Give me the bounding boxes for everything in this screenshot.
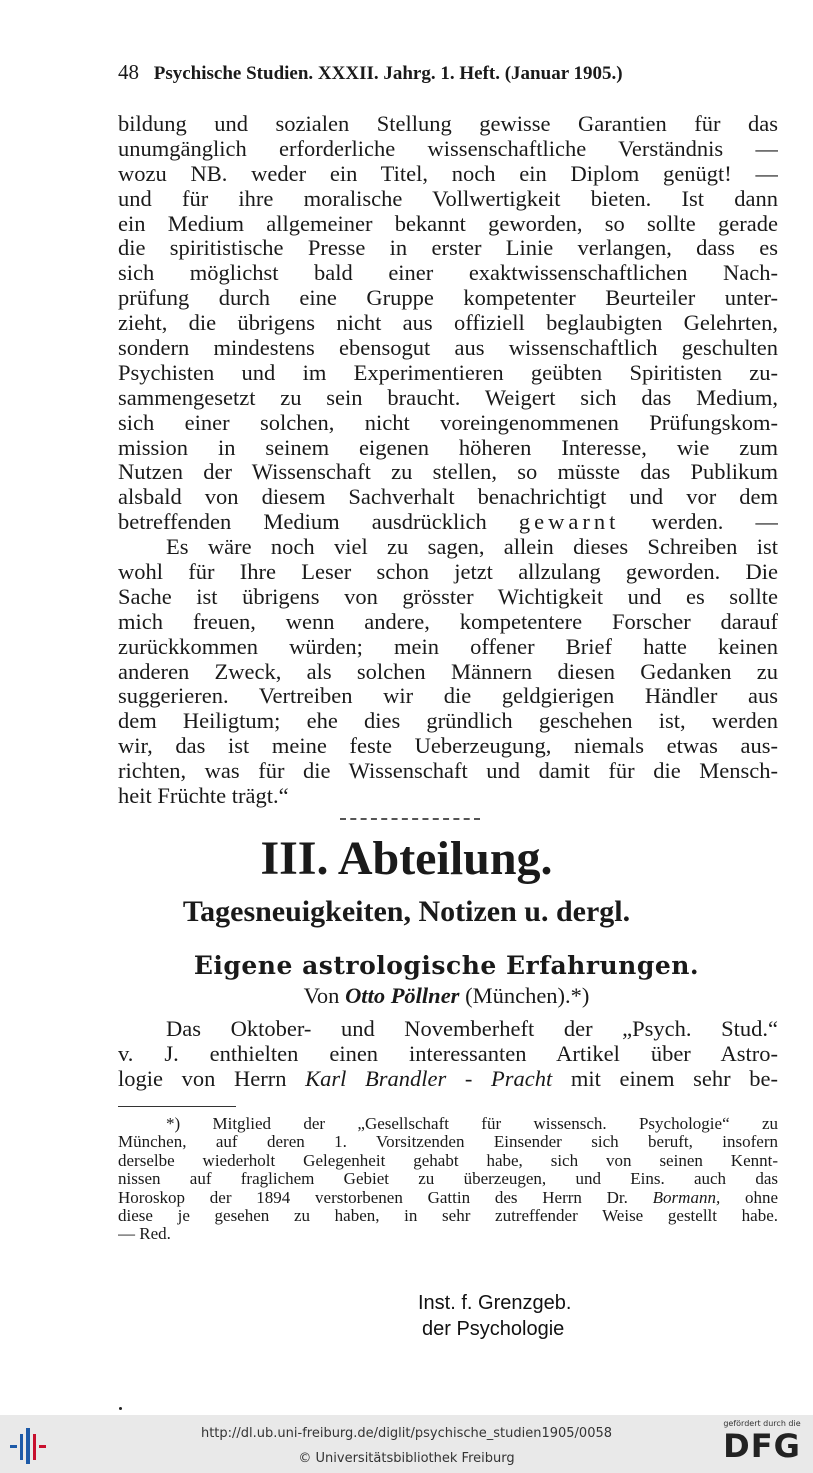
text-line: dem Heiligtum; ehe dies gründlich geschehen ist, werden: [118, 709, 778, 734]
footnote-line: — Red.: [118, 1225, 171, 1244]
text-line: und für ihre moralische Vollwertigkeit bieten. Ist dann: [118, 186, 778, 211]
text-line: heit Früchte trägt.“: [118, 784, 289, 809]
text-line: wir, das ist meine feste Ueberzeugung, niemals etwas aus-: [118, 734, 778, 759]
warned-before: betreffenden Medium ausdrücklich: [118, 510, 487, 535]
byline-suffix: (München).*): [465, 983, 590, 1008]
article-byline: [0, 982, 813, 1010]
warned-spaced-word: gewarnt: [518, 510, 620, 535]
text-line: sondern mindestens ebensogut aus wissenschaftlich geschulten: [118, 336, 778, 361]
text-line: Das Oktober- und Novemberheft der „Psych. Stud.“: [166, 1017, 778, 1041]
dfg-caption: gefördert durch die: [723, 1419, 801, 1428]
text-line: wohl für Ihre Leser schon jetzt allzulang geworden. Die: [118, 560, 778, 585]
section-title: III. Abteilung.: [260, 832, 553, 885]
stamp-line: Inst. f. Grenzgeb.: [418, 1292, 572, 1314]
footnote-line: nissen auf fraglichem Gebiet zu überzeugen, und Eins. auch das: [118, 1170, 778, 1189]
footnote-line: München, auf deren 1. Vorsitzenden Einsender sich beruft, insofern: [118, 1133, 778, 1152]
text-line: richten, was für die Wissenschaft und damit für die Mensch-: [118, 759, 778, 784]
text-line: anderen Zweck, als solchen Männern diesen Gedanken zu: [118, 659, 778, 684]
copyright-text: © Universitätsbibliothek Freiburg: [298, 1451, 515, 1466]
letter-text: [118, 112, 778, 809]
section-separator: [340, 818, 480, 820]
text-line: Sache ist übrigens von grösster Wichtigkeit und es sollte: [118, 584, 778, 609]
dfg-logo: [716, 1419, 808, 1471]
line3-after: mit einem sehr be-: [570, 1066, 778, 1091]
text-line: sich einer solchen, nicht voreingenommenen Prüfungskom-: [118, 410, 778, 435]
text-line: Es wäre noch viel zu sagen, allein dieses Schreiben ist: [166, 535, 778, 560]
page-url-link[interactable]: http://dl.ub.uni-freiburg.de/diglit/psychische_studien1905/0058: [200, 1426, 613, 1441]
footnote-line: derselbe wiederholt Gelegenheit gehabt habe, sich von seinen Kennt-: [118, 1151, 778, 1170]
library-stamp: [418, 1290, 571, 1342]
page-number: 48: [118, 60, 139, 84]
text-line: Nutzen der Wissenschaft zu stellen, so müsste das Publikum: [118, 460, 778, 485]
text-line: mich freuen, wenn andere, kompetentere Forscher darauf: [118, 609, 778, 634]
text-line: Psychisten und im Experimentieren geübten Spiritisten zu-: [118, 360, 778, 385]
text-line: die spiritistische Presse in erster Linie verlangen, dass es: [118, 236, 778, 261]
article-text: [118, 1017, 778, 1092]
text-line: alsbald von diesem Sachverhalt benachrichtigt und vor dem: [118, 485, 778, 510]
footnote-line: [118, 1189, 778, 1207]
running-header: [118, 60, 758, 85]
fn5-before: Horoskop der 1894 verstorbenen Gattin des Herrn Dr.: [118, 1188, 628, 1207]
viewer-footer: [0, 1415, 813, 1473]
fn5-after: ohne: [744, 1188, 778, 1207]
speck-mark: [119, 1407, 122, 1410]
text-line: [118, 1067, 778, 1092]
footnote-line: *) Mitglied der „Gesellschaft für wissensch. Psychologie“ zu: [166, 1115, 778, 1133]
line3-name: Karl Brandler - Pracht: [305, 1066, 553, 1091]
byline-author: Otto Pöllner: [345, 983, 460, 1008]
stamp-line: der Psychologie: [422, 1318, 565, 1340]
fn5-name: Bormann,: [652, 1188, 721, 1207]
text-line: unumgänglich erforderliche wissenschaftliche Verständnis —: [118, 136, 778, 161]
text-line: bildung und sozialen Stellung gewisse Garantien für das: [118, 112, 778, 136]
text-line: suggerieren. Vertreiben wir die geldgierigen Händler aus: [118, 684, 778, 709]
footnote: [118, 1115, 778, 1244]
line3-before: logie von Herrn: [118, 1066, 287, 1091]
text-line: wozu NB. weder ein Titel, noch ein Diplom genügt! —: [118, 161, 778, 186]
text-line: sich möglichst bald einer exaktwissenschaftlichen Nach-: [118, 261, 778, 286]
text-line: sammengesetzt zu sein braucht. Weigert sich das Medium,: [118, 385, 778, 410]
text-line: prüfung durch eine Gruppe kompetenter Beurteiler unter-: [118, 286, 778, 311]
byline-prefix: Von: [303, 983, 340, 1008]
warned-after: werden. —: [651, 510, 778, 535]
dfg-logo-text: DFG: [723, 1427, 801, 1465]
text-line: zieht, die übrigens nicht aus offiziell beglaubigten Gelehrten,: [118, 311, 778, 336]
text-line: mission in seinem eigenen höheren Interesse, wie zum: [118, 435, 778, 460]
text-line: ein Medium allgemeiner bekannt geworden, so sollte gerade: [118, 211, 778, 236]
footnote-line: diese je gesehen zu haben, in sehr zutreffender Weise gestellt habe.: [118, 1206, 778, 1225]
text-line-warned: [118, 510, 778, 535]
text-line: v. J. enthielten einen interessanten Artikel über Astro-: [118, 1041, 778, 1066]
text-line: zurückkommen würden; mein offener Brief hatte keinen: [118, 634, 778, 659]
section-subtitle: Tagesneuigkeiten, Notizen u. dergl.: [182, 895, 631, 928]
running-title: Psychische Studien. XXXII. Jahrg. 1. Heft. (Januar 1905.): [153, 63, 623, 84]
footnote-rule: [118, 1106, 236, 1107]
article-title: Eigene astrologische Erfahrungen.: [193, 951, 700, 980]
